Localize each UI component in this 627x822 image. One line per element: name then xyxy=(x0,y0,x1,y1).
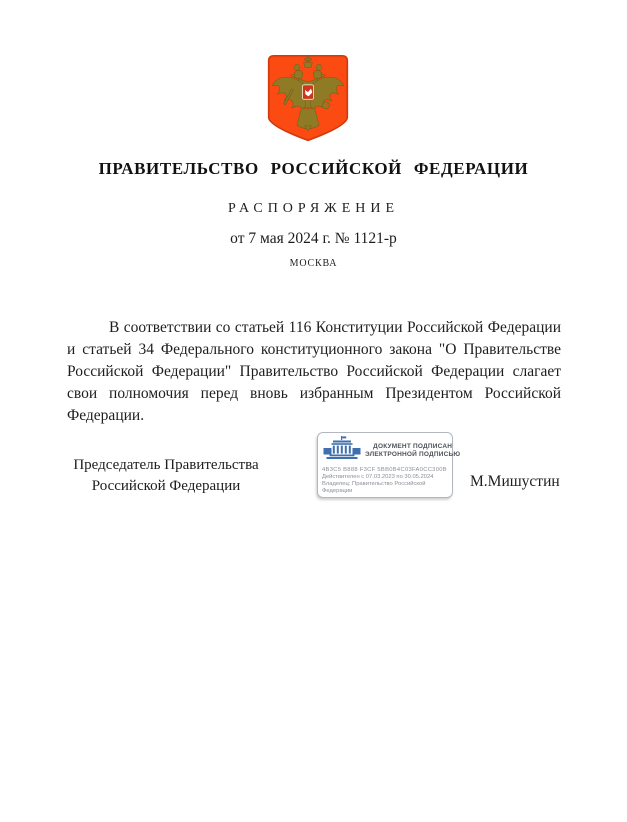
coat-of-arms-russia-icon xyxy=(267,54,349,143)
stamp-title xyxy=(365,443,460,459)
electronic-signature-stamp xyxy=(317,432,461,498)
signatory-position-line1: Председатель Правительства xyxy=(73,457,259,473)
document-type-heading: РАСПОРЯЖЕНИЕ xyxy=(227,201,400,216)
stamp-header xyxy=(322,436,461,465)
stamp-owner-line2: Федерации xyxy=(322,488,353,494)
signatory-position-line2: Российской Федерации xyxy=(91,478,241,494)
signatory-position xyxy=(70,455,262,497)
government-building-icon xyxy=(322,436,362,465)
stamp-title-line1: ДОКУМЕНТ ПОДПИСАН xyxy=(373,442,453,450)
page-title: ПРАВИТЕЛЬСТВО РОССИЙСКОЙ ФЕДЕРАЦИИ xyxy=(98,159,529,178)
stamp-details xyxy=(322,467,448,495)
document-body-paragraph: В соответствии со статьей 116 Конституции Российской Федерации и статьей 34 Федерального конституционного закона "О Правительстве Российской Федерации" Правительство Российской Федерации слагает свои полномочия перед вновь избранным Президентом Российской Федерации. xyxy=(67,319,561,424)
stamp-title-line2: ЭЛЕКТРОННОЙ ПОДПИСЬЮ xyxy=(365,450,461,458)
document-city: МОСКВА xyxy=(289,258,338,269)
stamp-certificate-number: 4B3C5 B888 F3CF 5BB0B4C03FA0CC300B xyxy=(322,467,447,473)
document-date-number: от 7 мая 2024 г. № 1121-р xyxy=(230,230,397,247)
stamp-validity: Действителен с 07.03.2023 по 30.05.2024 xyxy=(322,474,434,480)
signatory-name: М.Мишустин xyxy=(470,473,560,490)
stamp-owner-line1: Владелец: Правительство Российской xyxy=(322,481,426,487)
